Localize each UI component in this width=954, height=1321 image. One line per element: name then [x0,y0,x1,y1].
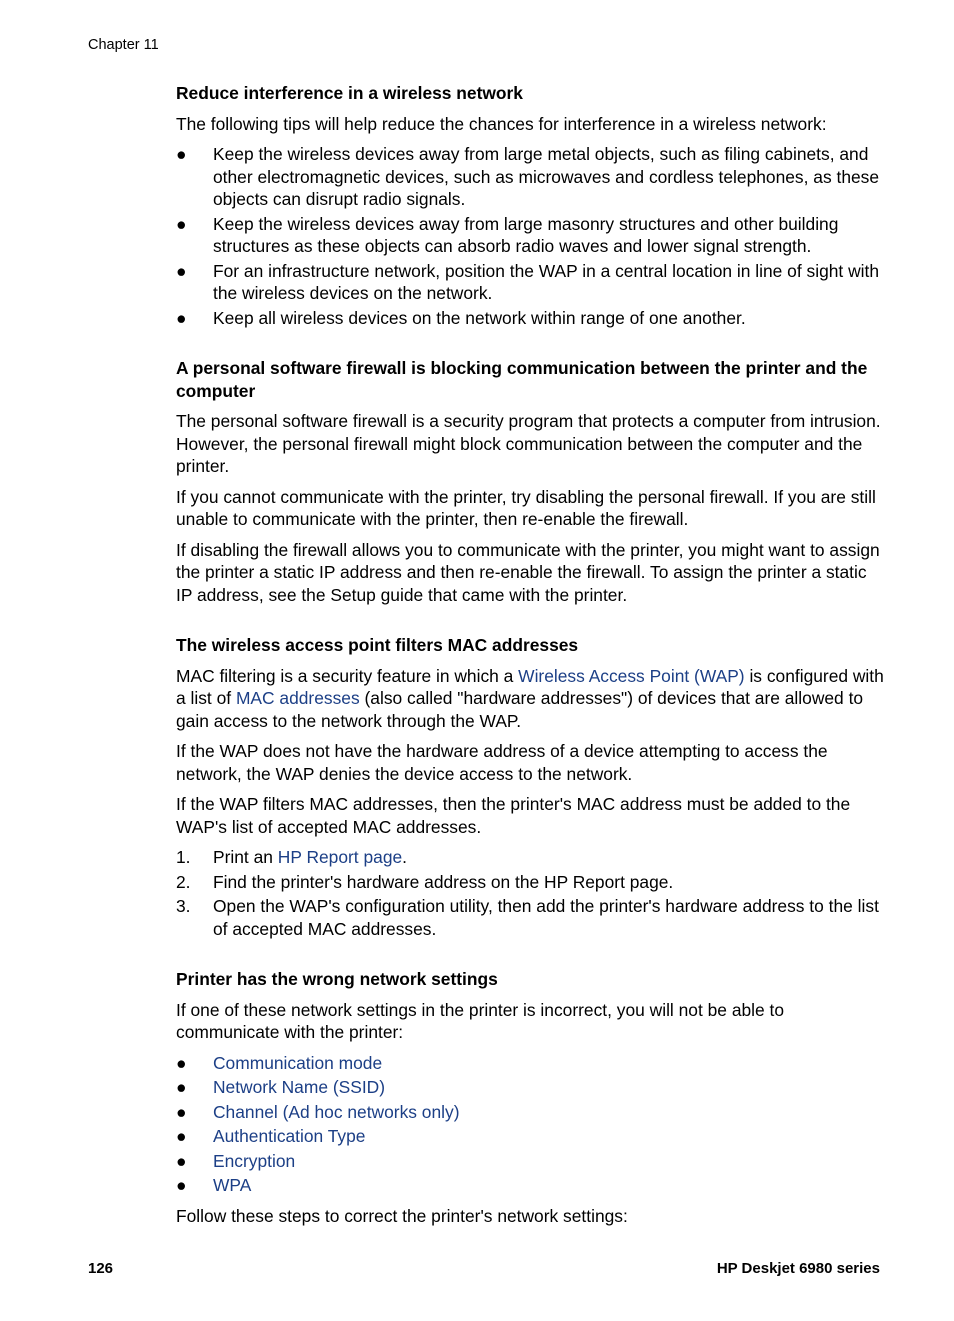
list-item: ● Keep all wireless devices on the network within range of one another. [176,307,746,328]
network-name-link[interactable]: Network Name (SSID) [213,1077,386,1097]
product-name: HP Deskjet 6980 series [716,1260,880,1277]
mac-addresses-link[interactable]: MAC addresses [235,688,360,708]
network-settings-intro: If one of these network settings in the printer is incorrect, you will not be able to communicate with the printer: [176,999,785,1042]
network-settings-closing: Follow these steps to correct the printer's network settings: [176,1205,628,1226]
bullet-icon: ● [176,1150,187,1171]
interference-tips-list [176,143,886,329]
bullet-icon: ● [176,1052,187,1073]
list-item [176,1076,886,1099]
mac-filter-paragraph: If the WAP does not have the hardware address of a device attempting to access the network, the WAP denies the device access to the network. [176,741,828,784]
step-number: 2. [176,871,191,892]
bullet-icon: ● [176,1175,187,1195]
page-content [176,82,886,1235]
section-heading-firewall: A personal software firewall is blocking communication between the printer and the computer [176,358,868,401]
list-item: ● Keep the wireless devices away from large metal objects, such as filing cabinets, and other electromagnetic devices, such as microwaves and cordless telephones, as these objects can disrupt radio signals. [176,144,880,209]
list-item [176,1052,886,1075]
firewall-paragraph: If you cannot communicate with the printer, try disabling the personal firewall. If you are still unable to communicate with the printer, then re-enable the firewall. [176,486,876,529]
step-item: 2. Find the printer's hardware address on the HP Report page. [176,871,674,892]
chapter-label: Chapter 11 [88,37,159,53]
step-number: 1. [176,847,191,867]
channel-link[interactable]: Channel (Ad hoc networks only) [213,1101,460,1122]
network-settings-links-list [176,1052,886,1197]
bullet-icon: ● [176,213,187,234]
list-item [176,1125,886,1148]
mac-filter-paragraph: If the WAP filters MAC addresses, then the printer's MAC address must be added to the WAP's list of accepted MAC addresses. [176,794,851,837]
interference-intro: The following tips will help reduce the chances for interference in a wireless network: [176,113,827,134]
bullet-icon: ● [176,144,187,164]
list-item [176,1101,886,1124]
bullet-icon: ● [176,1101,187,1122]
authentication-type-link[interactable]: Authentication Type [213,1126,366,1146]
step-item: 3. Open the WAP's configuration utility, then add the printer's hardware address to the list of accepted MAC addresses. [176,896,879,939]
list-item: ● For an infrastructure network, position the WAP in a central location in line of sight with the wireless devices on the network. [176,260,879,303]
encryption-link[interactable]: Encryption [213,1150,296,1171]
section-heading-interference: Reduce interference in a wireless network [176,83,523,103]
mac-steps-list [176,846,886,940]
mac-filter-paragraph: MAC filtering is a security feature in which a Wireless Access Point (WAP) is configured with a list of MAC addresses (also called "hardware addresses") of devices that are allowed to gain access to the network through the WAP. [176,665,884,731]
step-item: 1. Print an HP Report page. [176,847,408,867]
bullet-icon: ● [176,260,187,281]
list-item: ● Keep the wireless devices away from large masonry structures and other building structures as these objects can absorb radio waves and lower signal strength. [176,213,839,256]
wap-link[interactable]: Wireless Access Point (WAP) [518,665,745,686]
bullet-icon: ● [176,1077,187,1097]
bullet-icon: ● [176,1126,187,1146]
firewall-paragraph: If disabling the firewall allows you to communicate with the printer, you might want to assign the printer a static IP address and then re-enable the firewall. To assign the printer a static IP address, see the Setup guide that came with the printer. [176,539,880,605]
wpa-link[interactable]: WPA [213,1175,252,1195]
section-heading-mac-filter: The wireless access point filters MAC addresses [176,635,579,655]
section-heading-network-settings: Printer has the wrong network settings [176,969,498,989]
bullet-icon: ● [176,307,187,328]
step-number: 3. [176,896,191,916]
page-number: 126 [88,1260,114,1277]
firewall-paragraph: The personal software firewall is a security program that protects a computer from intrusion. However, the personal firewall might block communication between the computer and the printer. [176,411,881,476]
list-item [176,1150,886,1173]
communication-mode-link[interactable]: Communication mode [213,1052,383,1073]
list-item [176,1174,886,1197]
hp-report-page-link[interactable]: HP Report page [277,847,403,867]
